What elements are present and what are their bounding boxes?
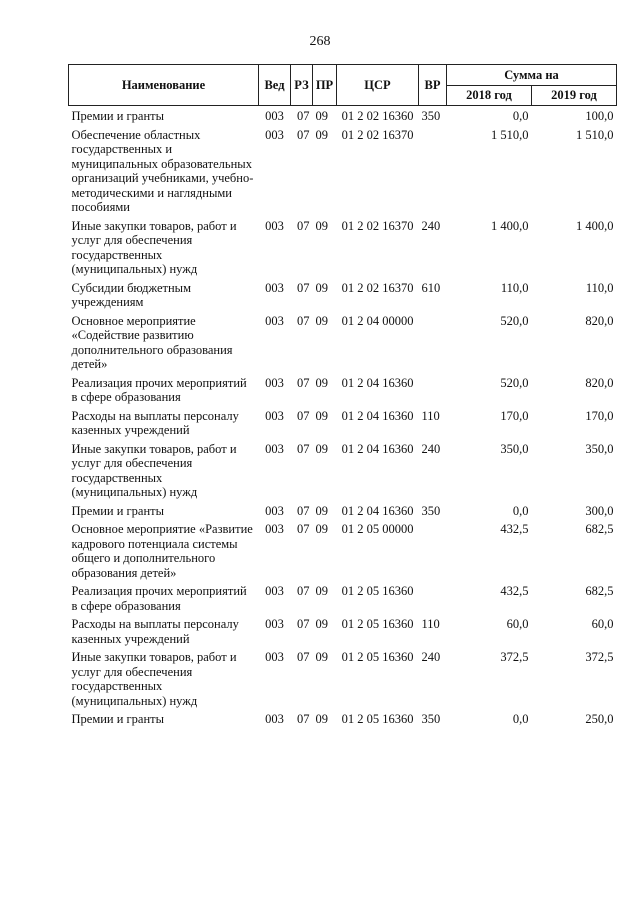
cell-name: Премии и гранты [71,712,165,726]
cell-vr: 110 [421,617,440,631]
cell-csr: 01 2 04 00000 [341,313,414,328]
cell-2019: 350,0 [585,441,614,456]
cell-2019: 60,0 [591,617,614,631]
cell-pr: 09 [315,375,328,390]
cell-vr [419,314,447,376]
cell-rz: 07 [297,584,310,598]
header-year-2019: 2019 год [532,86,617,106]
table-header [69,65,617,106]
table-row [69,314,617,376]
cell-name: Иные закупки товаров, работ и услуг для обеспечения государственных (муниципальных) нужд [71,441,237,499]
cell-rz: 07 [297,313,310,328]
page-number: 268 [309,34,331,49]
cell-ved: 003 [265,313,284,328]
cell-name: Премии и гранты [71,109,165,123]
cell-csr: 01 2 05 16360 [341,584,414,598]
cell-vr [419,128,447,219]
cell-vr [419,522,447,584]
header-name: Наименование [69,65,259,106]
cell-vr: 610 [421,280,441,295]
cell-vr: 350 [421,503,441,518]
cell-rz: 07 [297,522,310,536]
cell-pr: 09 [315,650,328,664]
cell-rz: 07 [297,503,310,518]
cell-vr: 240 [421,441,441,456]
table-row [69,219,617,281]
cell-name: Иные закупки товаров, работ и услуг для обеспечения государственных (муниципальных) нужд [71,218,237,276]
cell-csr: 01 2 05 00000 [341,522,414,536]
cell-ved: 003 [265,441,284,456]
cell-2018: 170,0 [500,408,529,423]
cell-2018: 110,0 [500,280,529,295]
cell-ved: 003 [265,218,284,233]
table-row [69,504,617,523]
cell-name: Расходы на выплаты персоналу казенных учреждений [71,617,239,646]
cell-ved: 003 [265,408,284,423]
cell-name: Субсидии бюджетным учреждениям [71,280,191,309]
cell-rz: 07 [297,280,310,295]
table-row [69,712,617,731]
cell-pr: 09 [315,522,328,536]
cell-pr: 09 [315,503,328,518]
cell-ved: 003 [265,109,284,123]
cell-csr: 01 2 02 16360 [341,109,414,123]
header-csr: ЦСР [337,65,419,106]
table-row [69,106,617,128]
cell-2019: 682,5 [585,522,614,536]
cell-csr: 01 2 04 16360 [341,503,414,518]
cell-pr: 09 [315,712,328,726]
header-rz: РЗ [291,65,313,106]
cell-2018: 0,0 [512,503,529,518]
cell-name: Расходы на выплаты персоналу казенных учреждений [71,408,239,437]
table-row [69,442,617,504]
cell-pr: 09 [315,280,328,295]
table-row [69,650,617,712]
cell-2019: 682,5 [585,584,614,598]
cell-csr: 01 2 02 16370 [341,218,414,233]
header-pr: ПР [313,65,337,106]
cell-2019: 100,0 [585,109,614,123]
cell-2018: 432,5 [500,584,529,598]
table-row [69,128,617,219]
cell-pr: 09 [315,441,328,456]
cell-2019: 300,0 [585,503,614,518]
cell-csr: 01 2 04 16360 [341,441,414,456]
table-row [69,522,617,584]
cell-rz: 07 [297,408,310,423]
table-row [69,376,617,409]
cell-ved: 003 [265,712,284,726]
cell-rz: 07 [297,218,310,233]
cell-ved: 003 [265,503,284,518]
header-vr: ВР [419,65,447,106]
cell-2019: 170,0 [585,408,614,423]
cell-ved: 003 [265,522,284,536]
cell-2018: 0,0 [512,109,529,123]
cell-name: Основное мероприятие «Развитие кадрового потенциала системы общего и дополнительного образования детей» [71,522,253,580]
cell-ved: 003 [265,280,284,295]
cell-vr: 350 [421,712,441,726]
cell-csr: 01 2 04 16360 [341,375,414,390]
cell-rz: 07 [297,712,310,726]
cell-2018: 60,0 [506,617,529,631]
cell-ved: 003 [265,650,284,664]
table-row [69,584,617,617]
cell-vr [419,376,447,409]
cell-csr: 01 2 04 16360 [341,408,414,423]
cell-2019: 820,0 [585,313,614,328]
cell-2018: 432,5 [500,522,529,536]
cell-vr: 350 [421,109,441,123]
cell-pr: 09 [315,127,328,142]
cell-rz: 07 [297,650,310,664]
cell-name: Реализация прочих мероприятий в сфере образования [71,584,247,613]
cell-csr: 01 2 05 16360 [341,617,414,631]
cell-2019: 110,0 [585,280,614,295]
cell-pr: 09 [315,313,328,328]
cell-ved: 003 [265,375,284,390]
table-row [69,617,617,650]
cell-vr: 110 [421,408,440,423]
cell-2018: 372,5 [500,650,529,664]
cell-2019: 1 510,0 [576,127,614,142]
cell-vr: 240 [421,218,441,233]
cell-vr: 240 [421,650,441,664]
cell-pr: 09 [315,218,328,233]
cell-name: Реализация прочих мероприятий в сфере образования [71,375,247,404]
cell-rz: 07 [297,375,310,390]
cell-rz: 07 [297,617,310,631]
cell-pr: 09 [315,584,328,598]
cell-name: Иные закупки товаров, работ и услуг для обеспечения государственных (муниципальных) нужд [71,650,237,708]
cell-2018: 1 400,0 [491,218,529,233]
cell-csr: 01 2 02 16370 [341,280,414,295]
cell-2019: 372,5 [585,650,614,664]
cell-csr: 01 2 02 16370 [341,127,414,142]
cell-ved: 003 [265,127,284,142]
budget-table [68,64,617,731]
cell-ved: 003 [265,584,284,598]
cell-ved: 003 [265,617,284,631]
cell-pr: 09 [315,408,328,423]
header-ved: Вед [259,65,291,106]
cell-name: Основное мероприятие «Содействие развитию дополнительного образования детей» [71,313,233,371]
table-body [69,106,617,731]
header-year-2018: 2018 год [447,86,532,106]
cell-2018: 350,0 [500,441,529,456]
cell-2018: 520,0 [500,313,529,328]
cell-name: Обеспечение областных государственных и муниципальных образовательных организаций учебниками, учебно-методическими и наглядными пособиями [71,127,254,214]
cell-2019: 820,0 [585,375,614,390]
cell-csr: 01 2 05 16360 [341,712,414,726]
table-row [69,409,617,442]
cell-csr: 01 2 05 16360 [341,650,414,664]
cell-2019: 1 400,0 [576,218,614,233]
cell-rz: 07 [297,127,310,142]
cell-2018: 1 510,0 [491,127,529,142]
cell-2019: 250,0 [585,712,614,726]
cell-pr: 09 [315,617,328,631]
cell-vr [419,584,447,617]
table-row [69,281,617,314]
cell-rz: 07 [297,109,310,123]
header-sum: Сумма на [447,65,617,86]
cell-2018: 520,0 [500,375,529,390]
cell-rz: 07 [297,441,310,456]
cell-2018: 0,0 [512,712,529,726]
cell-pr: 09 [315,109,328,123]
cell-name: Премии и гранты [71,503,165,518]
